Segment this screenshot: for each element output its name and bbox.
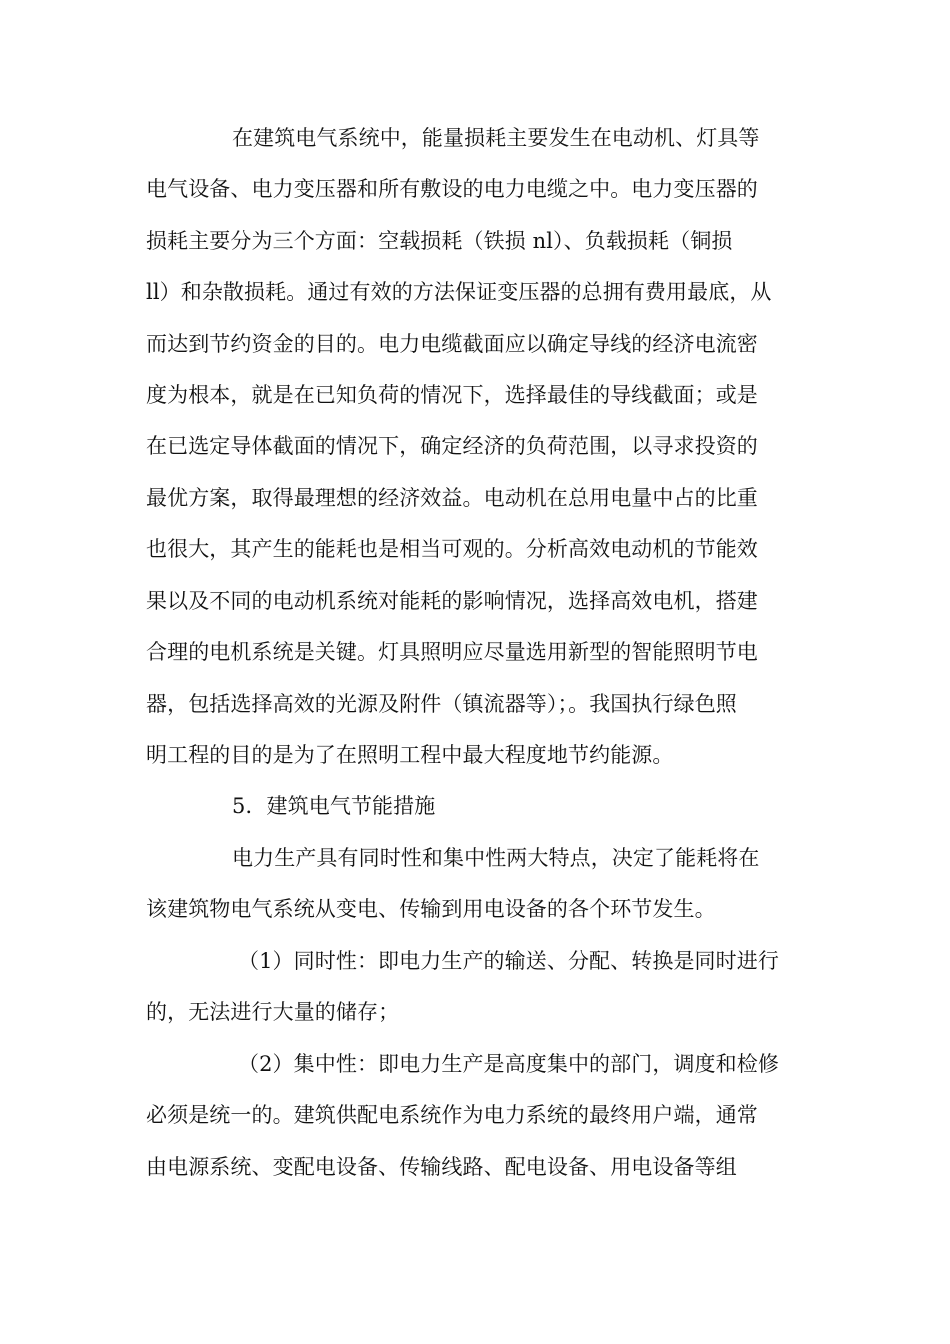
list-item-line: 的，无法进行大量的储存； — [146, 1000, 400, 1024]
list-item-line: （2）集中性：即电力生产是高度集中的部门，调度和检修 — [238, 1052, 779, 1076]
paragraph-line: 器，包括选择高效的光源及附件（镇流器等）；。我国执行绿色照 — [146, 692, 737, 716]
paragraph-line: 电气设备、电力变压器和所有敷设的电力电缆之中。电力变压器的 — [146, 177, 758, 201]
paragraph-line: 也很大，其产生的能耗也是相当可观的。分析高效电动机的节能效 — [146, 537, 758, 561]
section-heading: 5．建筑电气节能措施 — [232, 794, 436, 818]
paragraph-line: 最优方案，取得最理想的经济效益。电动机在总用电量中占的比重 — [146, 486, 758, 510]
paragraph-line: 该建筑物电气系统从变电、传输到用电设备的各个环节发生。 — [146, 897, 716, 921]
paragraph-line: 合理的电机系统是关键。灯具照明应尽量选用新型的智能照明节电 — [146, 640, 758, 664]
paragraph-line: 果以及不同的电动机系统对能耗的影响情况，选择高效电机，搭建 — [146, 589, 758, 613]
paragraph-line: 在已选定导体截面的情况下，确定经济的负荷范围，以寻求投资的 — [146, 434, 758, 458]
paragraph-line: 必须是统一的。建筑供配电系统作为电力系统的最终用户端，通常 — [146, 1103, 758, 1127]
paragraph-line: 由电源系统、变配电设备、传输线路、配电设备、用电设备等组 — [146, 1155, 737, 1179]
paragraph-line: ll）和杂散损耗。通过有效的方法保证变压器的总拥有费用最底，从 — [146, 280, 772, 304]
paragraph-line: 明工程的目的是为了在照明工程中最大程度地节约能源。 — [146, 743, 674, 767]
paragraph-line: 而达到节约资金的目的。电力电缆截面应以确定导线的经济电流密 — [146, 332, 758, 356]
list-item-line: （1）同时性：即电力生产的输送、分配、转换是同时进行 — [238, 949, 779, 973]
paragraph-line: 度为根本，就是在已知负荷的情况下，选择最佳的导线截面；或是 — [146, 383, 758, 407]
paragraph-line: 损耗主要分为三个方面：空载损耗（铁损 nl）、负载损耗（铜损 — [146, 229, 733, 253]
paragraph-line: 在建筑电气系统中，能量损耗主要发生在电动机、灯具等 — [232, 126, 760, 150]
paragraph-line: 电力生产具有同时性和集中性两大特点，决定了能耗将在 — [232, 846, 760, 870]
